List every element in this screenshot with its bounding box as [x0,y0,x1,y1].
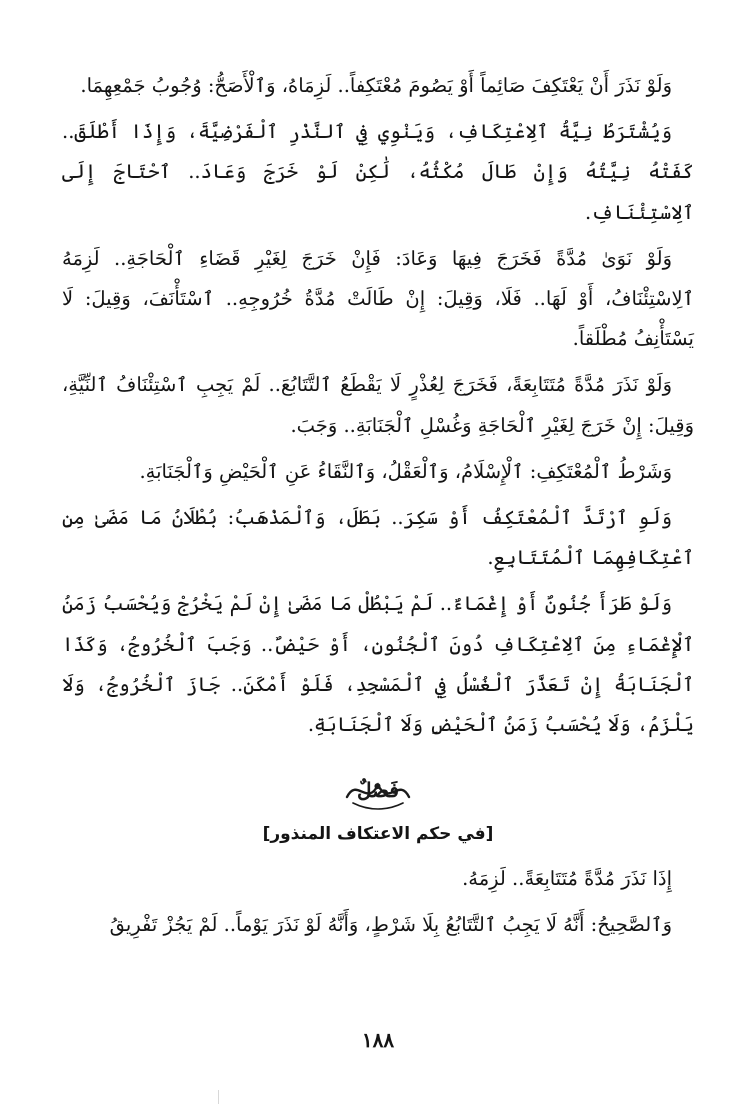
page-number: ١٨٨ [361,1028,395,1052]
paragraph-consecutive-period: وَلَوْ نَذَرَ مُدَّةً مُتَتَابِعَةً، فَخَرَجَ لِعُذْرٍ لَا يَقْطَعُ ٱلتَّتَابُعَ.. لَمْ يَجِبِ ٱسْتِئْنَافُ ٱلنِّيَّةِ، وَقِيلَ: إِنْ خَرَجَ لِغَيْرِ ٱلْحَاجَةِ وَغُسْلِ ٱلْجَنَابَةِ.. وَجَبَ. [62,373,694,437]
scan-artifact-line [218,1090,219,1104]
paragraph-conditions: وَشَرْطُ ٱلْمُعْتَكِفِ: ٱلْإِسْلَامُ، وَٱلْعَقْلُ، وَٱلنَّقَاءُ عَنِ ٱلْحَيْضِ وَٱلْجَنَابَةِ. [139,459,672,483]
ornament-word: فَصْلٌ [356,778,400,803]
paragraph-vow-fasting: وَلَوْ نَذَرَ أَنْ يَعْتَكِفَ صَائِماً أَوْ يَصُومَ مُعْتَكِفاً.. لَزِمَاهُ، وَٱلْأَصَحُّ: وُجُوبُ جَمْعِهِمَا. [80,74,672,97]
body-text-top [62,66,694,745]
paragraph-apostasy: وَلَوِ ٱرْتَدَّ ٱلْمُعْتَكِفُ أَوْ سَكِرَ.. بَطَلَ، وَٱلْمَذْهَبُ: بُطْلَانُ مَا مَضَىٰ مِنِ ٱعْتِكَافِهِمَا ٱلْمُتَتَابِعِ. [62,506,694,570]
paragraph-period-exit: وَلَوْ نَوَىٰ مُدَّةً فَخَرَجَ فِيهَا وَعَادَ: فَإِنْ خَرَجَ لِغَيْرِ قَضَاءِ ٱلْحَاجَةِ.. لَزِمَهُ ٱلِاسْتِئْنَافُ، أَوْ لَهَا.. فَلَا، وَقِيلَ: إِنْ طَالَتْ مُدَّةُ خُرُوجِهِ.. ٱسْتَأْنَفَ، وَقِيلَ: لَا يَسْتَأْنِفُ مُطْلَقاً. [62,246,694,351]
paragraph-vow-consecutive: إِذَا نَذَرَ مُدَّةً مُتَتَابِعَةً.. لَزِمَهُ. [462,867,672,891]
book-page [62,66,694,1066]
paragraph-insanity-fainting: وَلَوْ طَرَأَ جُنُونٌ أَوْ إِغْمَاءٌ.. لَمْ يَبْطُلْ مَا مَضَىٰ إِنْ لَمْ يَخْرُجْ وَيُحْسَبُ زَمَنُ ٱلْإِغْمَاءِ مِنَ ٱلِاعْتِكَافِ دُونَ ٱلْجُنُونِ، أَوْ حَيْضٌ.. وَجَبَ ٱلْخُرُوجُ، وَكَذَا ٱلْجَنَابَةُ إِنْ تَعَذَّرَ ٱلْغُسْلُ فِي ٱلْمَسْجِدِ، فَلَوْ أَمْكَنَ.. جَازَ ٱلْخُرُوجُ، وَلَا يَلْزَمُ، وَلَا يُحْسَبُ زَمَنُ ٱلْحَيْضِ وَلَا ٱلْجَنَابَةِ. [62,592,694,737]
section-header [62,767,694,859]
paragraph-intention: وَيُشْتَرَطُ نِيَّةُ ٱلِاعْتِكَافِ، وَيَنْوِي فِي ٱلنَّذْرِ ٱلْفَرْضِيَّةَ، وَإِذَا أَطْلَقَ.. كَفَتْهُ نِيَّتُهُ وَإِنْ طَالَ مُكْثُهُ، لَٰكِنْ لَوْ خَرَجَ وَعَادَ.. ٱحْتَاجَ إِلَى ٱلِاسْتِئْنَافِ. [62,120,694,224]
section-title: [في حكم الاعتكاف المنذور] [262,824,494,845]
paragraph-correct-view: وَٱلصَّحِيحُ: أَنَّهُ لَا يَجِبُ ٱلتَّتَابُعُ بِلَا شَرْطٍ، وَأَنَّهُ لَوْ نَذَرَ يَوْماً.. لَمْ يَجُزْ تَفْرِيقُ [109,913,672,937]
fasl-calligraphy-ornament [339,767,417,813]
body-text-bottom [62,859,694,945]
